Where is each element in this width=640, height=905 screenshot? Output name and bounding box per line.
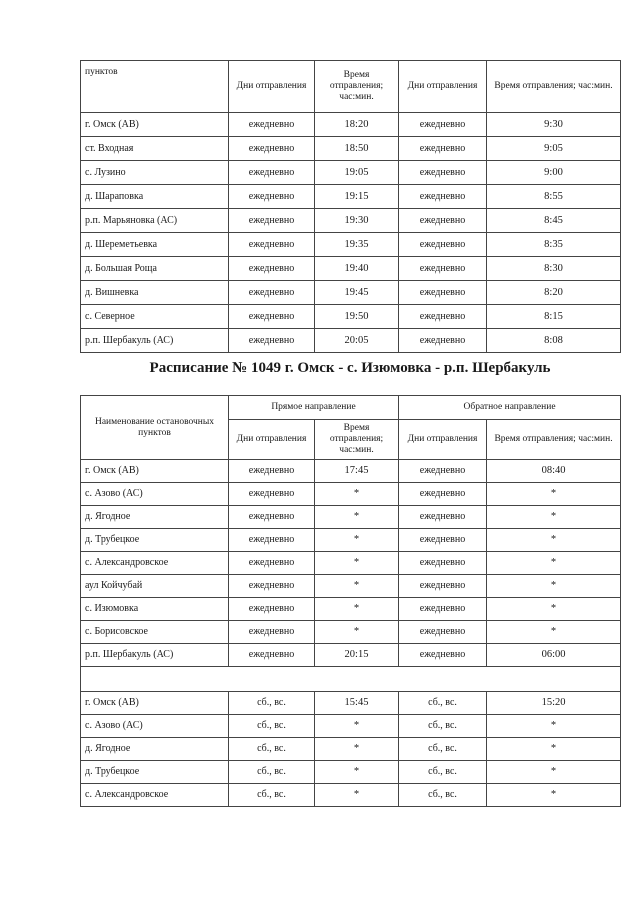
table-row [81, 784, 621, 807]
time-forward-cell: 15:45 [315, 692, 399, 715]
table-row [81, 738, 621, 761]
table-row [81, 692, 621, 715]
time-backward-cell: * [487, 529, 621, 552]
time-backward-cell: * [487, 715, 621, 738]
time-backward-cell: * [487, 761, 621, 784]
header-days-backward: Дни отправления [399, 420, 487, 460]
time-forward-cell: * [315, 483, 399, 506]
days-forward-cell: ежедневно [229, 257, 315, 281]
stop-name-cell: р.п. Марьяновка (АС) [81, 209, 229, 233]
schedule-title: Расписание № 1049 г. Омск - с. Изюмовка - р.п. Шербакуль [149, 360, 551, 376]
time-forward-cell: 18:50 [315, 137, 399, 161]
time-forward-cell: 18:20 [315, 113, 399, 137]
time-backward-cell: 06:00 [487, 644, 621, 667]
time-backward-cell: 8:15 [487, 305, 621, 329]
days-backward-cell: сб., вс. [399, 692, 487, 715]
time-forward-cell: * [315, 784, 399, 807]
time-backward-cell: * [487, 598, 621, 621]
days-backward-cell: ежедневно [399, 281, 487, 305]
days-forward-cell: ежедневно [229, 305, 315, 329]
time-backward-cell: 9:00 [487, 161, 621, 185]
days-forward-cell: ежедневно [229, 233, 315, 257]
spacer-cell [81, 667, 621, 692]
table-row [81, 761, 621, 784]
days-backward-cell: ежедневно [399, 185, 487, 209]
table-row [81, 137, 621, 161]
stop-name-cell: д. Вишневка [81, 281, 229, 305]
stop-name-cell: ст. Входная [81, 137, 229, 161]
days-forward-cell: сб., вс. [229, 692, 315, 715]
time-backward-cell: 9:05 [487, 137, 621, 161]
stop-name-cell: с. Изюмовка [81, 598, 229, 621]
days-backward-cell: ежедневно [399, 113, 487, 137]
days-forward-cell: ежедневно [229, 185, 315, 209]
table-row [81, 305, 621, 329]
time-backward-cell: 9:30 [487, 113, 621, 137]
days-forward-cell: ежедневно [229, 506, 315, 529]
header-days-backward: Дни отправления [399, 61, 487, 113]
days-backward-cell: ежедневно [399, 460, 487, 483]
spacer-row [81, 667, 621, 692]
stop-name-cell: д. Большая Роща [81, 257, 229, 281]
days-forward-cell: ежедневно [229, 161, 315, 185]
days-backward-cell: ежедневно [399, 506, 487, 529]
header-forward-direction: Прямое направление [229, 396, 399, 420]
days-backward-cell: ежедневно [399, 483, 487, 506]
time-backward-cell: 8:30 [487, 257, 621, 281]
days-backward-cell: ежедневно [399, 575, 487, 598]
time-backward-cell: 8:45 [487, 209, 621, 233]
time-backward-cell: 8:08 [487, 329, 621, 353]
days-backward-cell: ежедневно [399, 305, 487, 329]
days-forward-cell: ежедневно [229, 460, 315, 483]
schedule-table-1 [80, 60, 621, 353]
time-forward-cell: * [315, 598, 399, 621]
time-forward-cell: * [315, 552, 399, 575]
stop-name-cell: с. Александровское [81, 552, 229, 575]
time-forward-cell: * [315, 575, 399, 598]
header-days-forward: Дни отправления [229, 61, 315, 113]
stop-name-cell: д. Ягодное [81, 738, 229, 761]
days-forward-cell: ежедневно [229, 621, 315, 644]
time-forward-cell: 19:40 [315, 257, 399, 281]
days-backward-cell: ежедневно [399, 644, 487, 667]
header-time-forward: Время отправления; час:мин. [315, 61, 399, 113]
time-backward-cell: 08:40 [487, 460, 621, 483]
time-backward-cell: * [487, 506, 621, 529]
schedule-table-1-body [81, 113, 621, 353]
time-forward-cell: 19:35 [315, 233, 399, 257]
stop-name-cell: д. Ягодное [81, 506, 229, 529]
days-backward-cell: сб., вс. [399, 784, 487, 807]
time-backward-cell: 8:35 [487, 233, 621, 257]
days-forward-cell: ежедневно [229, 575, 315, 598]
stop-name-cell: р.п. Шербакуль (АС) [81, 329, 229, 353]
header-time-forward: Время отправления; час:мин. [315, 420, 399, 460]
header-time-backward: Время отправления; час:мин. [487, 420, 621, 460]
stop-name-cell: с. Лузино [81, 161, 229, 185]
stop-name-cell: с. Александровское [81, 784, 229, 807]
time-backward-cell: * [487, 575, 621, 598]
days-forward-cell: ежедневно [229, 483, 315, 506]
time-forward-cell: * [315, 715, 399, 738]
table-row [81, 460, 621, 483]
schedule-table-2-weekend [81, 692, 621, 807]
table-row [81, 483, 621, 506]
stop-name-cell: р.п. Шербакуль (АС) [81, 644, 229, 667]
days-forward-cell: ежедневно [229, 281, 315, 305]
time-forward-cell: 19:15 [315, 185, 399, 209]
table-header-row [81, 61, 621, 113]
days-backward-cell: ежедневно [399, 329, 487, 353]
days-forward-cell: сб., вс. [229, 784, 315, 807]
time-backward-cell: * [487, 738, 621, 761]
stop-name-cell: д. Трубецкое [81, 529, 229, 552]
days-forward-cell: ежедневно [229, 552, 315, 575]
days-backward-cell: ежедневно [399, 552, 487, 575]
days-backward-cell: сб., вс. [399, 761, 487, 784]
days-forward-cell: сб., вс. [229, 738, 315, 761]
time-forward-cell: 20:15 [315, 644, 399, 667]
table-row [81, 644, 621, 667]
table-row [81, 209, 621, 233]
table-row [81, 506, 621, 529]
time-backward-cell: * [487, 483, 621, 506]
table-row [81, 575, 621, 598]
schedule-table-2-daily [81, 460, 621, 667]
days-backward-cell: ежедневно [399, 233, 487, 257]
table-row [81, 552, 621, 575]
time-forward-cell: 20:05 [315, 329, 399, 353]
time-forward-cell: 19:05 [315, 161, 399, 185]
time-forward-cell: * [315, 506, 399, 529]
time-forward-cell: * [315, 621, 399, 644]
days-backward-cell: ежедневно [399, 529, 487, 552]
table-row [81, 529, 621, 552]
table-row [81, 161, 621, 185]
table-row [81, 113, 621, 137]
days-backward-cell: сб., вс. [399, 715, 487, 738]
stop-name-cell: с. Азово (АС) [81, 715, 229, 738]
stop-name-cell: д. Трубецкое [81, 761, 229, 784]
table-row [81, 329, 621, 353]
days-backward-cell: ежедневно [399, 137, 487, 161]
time-forward-cell: * [315, 529, 399, 552]
stop-name-cell: г. Омск (АВ) [81, 692, 229, 715]
days-forward-cell: ежедневно [229, 209, 315, 233]
stop-name-cell: г. Омск (АВ) [81, 460, 229, 483]
time-forward-cell: * [315, 738, 399, 761]
stop-name-cell: с. Борисовское [81, 621, 229, 644]
header-time-backward: Время отправления; час:мин. [487, 61, 621, 113]
table-row [81, 257, 621, 281]
time-forward-cell: 19:30 [315, 209, 399, 233]
stop-name-cell: г. Омск (АВ) [81, 113, 229, 137]
table-row [81, 233, 621, 257]
days-backward-cell: ежедневно [399, 598, 487, 621]
days-backward-cell: ежедневно [399, 621, 487, 644]
table-row [81, 598, 621, 621]
table-row [81, 185, 621, 209]
schedule-table-2-spacer [81, 667, 621, 692]
days-backward-cell: сб., вс. [399, 738, 487, 761]
header-backward-direction: Обратное направление [399, 396, 621, 420]
time-backward-cell: 15:20 [487, 692, 621, 715]
stop-name-cell: с. Северное [81, 305, 229, 329]
time-backward-cell: 8:20 [487, 281, 621, 305]
days-backward-cell: ежедневно [399, 161, 487, 185]
days-forward-cell: ежедневно [229, 644, 315, 667]
days-forward-cell: ежедневно [229, 113, 315, 137]
table-row [81, 621, 621, 644]
days-forward-cell: ежедневно [229, 137, 315, 161]
time-forward-cell: 19:45 [315, 281, 399, 305]
days-forward-cell: сб., вс. [229, 715, 315, 738]
time-backward-cell: * [487, 552, 621, 575]
time-forward-cell: 17:45 [315, 460, 399, 483]
table-header-row [81, 396, 621, 420]
header-days-forward: Дни отправления [229, 420, 315, 460]
time-backward-cell: * [487, 784, 621, 807]
stop-name-cell: д. Шараповка [81, 185, 229, 209]
time-forward-cell: 19:50 [315, 305, 399, 329]
days-backward-cell: ежедневно [399, 209, 487, 233]
time-backward-cell: 8:55 [487, 185, 621, 209]
days-backward-cell: ежедневно [399, 257, 487, 281]
days-forward-cell: ежедневно [229, 529, 315, 552]
stop-name-cell: аул Койчубай [81, 575, 229, 598]
time-forward-cell: * [315, 761, 399, 784]
stop-name-cell: д. Шереметьевка [81, 233, 229, 257]
time-backward-cell: * [487, 621, 621, 644]
days-forward-cell: сб., вс. [229, 761, 315, 784]
header-stop-names: Наименование остановочных пунктов [81, 396, 229, 460]
days-forward-cell: ежедневно [229, 329, 315, 353]
schedule-table-2 [80, 395, 621, 807]
table-row [81, 281, 621, 305]
days-forward-cell: ежедневно [229, 598, 315, 621]
stop-name-cell: с. Азово (АС) [81, 483, 229, 506]
header-stop-names: пунктов [81, 61, 229, 113]
table-row [81, 715, 621, 738]
